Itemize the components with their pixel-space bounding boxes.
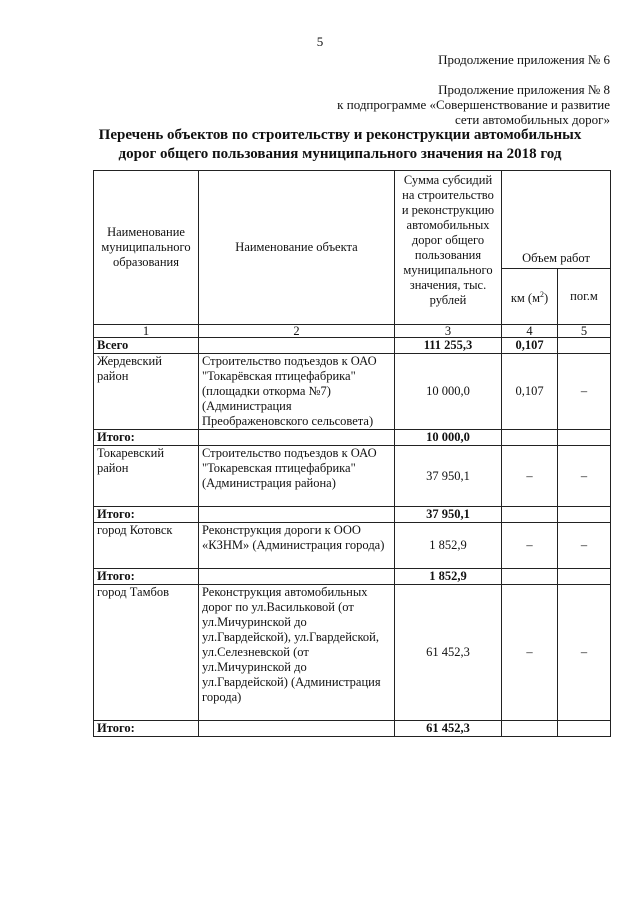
pog-cell: – bbox=[558, 523, 611, 569]
appendix-8-line2: к подпрограмме «Совершенствование и развитие bbox=[337, 97, 610, 112]
km-cell: 0,107 bbox=[502, 354, 558, 430]
title-line2: дорог общего пользования муниципального значения на 2018 год bbox=[118, 146, 562, 162]
km-cell: – bbox=[502, 446, 558, 507]
sum-cell: 61 452,3 bbox=[395, 585, 502, 721]
object-cell: Строительство подъездов к ОАО "Токаревская птицефабрика" (Администрация района) bbox=[199, 446, 395, 507]
subtotal-label: Итого: bbox=[94, 430, 199, 446]
pog-cell: – bbox=[558, 585, 611, 721]
subtotal-row bbox=[94, 569, 611, 585]
total-row bbox=[94, 338, 611, 354]
table-row bbox=[94, 446, 611, 507]
sum-cell: 37 950,1 bbox=[395, 446, 502, 507]
appendix-8-line1: Продолжение приложения № 8 bbox=[438, 82, 610, 97]
pog-cell: – bbox=[558, 354, 611, 430]
header-row bbox=[94, 171, 611, 269]
column-number: 2 bbox=[199, 325, 395, 338]
subtotal-sum: 37 950,1 bbox=[395, 507, 502, 523]
km-cell: – bbox=[502, 585, 558, 721]
document-title bbox=[60, 126, 620, 164]
header-municipality: Наименование муниципального образования bbox=[94, 171, 199, 325]
column-number: 1 bbox=[94, 325, 199, 338]
page-number: 5 bbox=[316, 34, 324, 49]
subtotal-label: Итого: bbox=[94, 507, 199, 523]
subtotal-sum: 61 452,3 bbox=[395, 721, 502, 737]
appendix-8-line3: сети автомобильных дорог» bbox=[454, 112, 610, 127]
appendix-6-note: Продолжение приложения № 6 bbox=[438, 52, 610, 67]
title-line1: Перечень объектов по строительству и реконструкции автомобильных bbox=[98, 127, 582, 143]
column-number-row bbox=[94, 325, 611, 338]
km-cell: – bbox=[502, 523, 558, 569]
total-km: 0,107 bbox=[502, 338, 558, 354]
sum-cell: 10 000,0 bbox=[395, 354, 502, 430]
total-sum: 111 255,3 bbox=[395, 338, 502, 354]
column-number: 3 bbox=[395, 325, 502, 338]
subtotal-row bbox=[94, 721, 611, 737]
subtotal-sum: 10 000,0 bbox=[395, 430, 502, 446]
sum-cell: 1 852,9 bbox=[395, 523, 502, 569]
object-cell: Реконструкция автомобильных дорог по ул.Васильковой (от ул.Мичуринской до ул.Гвардейской), ул.Гвардейской, ул.Селезневской (от ул.Мичуринской до ул.Гвардейской) (Администрация города) bbox=[199, 585, 395, 721]
pog-cell: – bbox=[558, 446, 611, 507]
subtotal-label: Итого: bbox=[94, 721, 199, 737]
header-object: Наименование объекта bbox=[199, 171, 395, 325]
appendix-8-note bbox=[337, 82, 610, 127]
subtotal-sum: 1 852,9 bbox=[395, 569, 502, 585]
municipality-cell: Токаревский район bbox=[94, 446, 199, 507]
table-row bbox=[94, 354, 611, 430]
header-km: км $(м^2)$ bbox=[502, 269, 558, 325]
total-pog bbox=[558, 338, 611, 354]
table-row bbox=[94, 523, 611, 569]
subtotal-label: Итого: bbox=[94, 569, 199, 585]
municipality-cell: Жердевский район bbox=[94, 354, 199, 430]
header-pog: пог.м bbox=[558, 269, 611, 325]
objects-table bbox=[93, 170, 611, 737]
subtotal-row bbox=[94, 507, 611, 523]
header-volume: Объем работ bbox=[502, 171, 611, 269]
object-cell: Реконструкция дороги к ООО «КЗНМ» (Администрация города) bbox=[199, 523, 395, 569]
column-number: 4 bbox=[502, 325, 558, 338]
municipality-cell: город Тамбов bbox=[94, 585, 199, 721]
table-row bbox=[94, 585, 611, 721]
header-sum: Сумма субсидий на строительство и реконструкцию автомобильных дорог общего пользования муниципального значения, тыс. рублей bbox=[395, 171, 502, 325]
object-cell: Строительство подъездов к ОАО "Токарёвская птицефабрика" (площадки откорма №7) (Администрация Преображеновского сельсовета) bbox=[199, 354, 395, 430]
subtotal-row bbox=[94, 430, 611, 446]
total-label: Всего bbox=[94, 338, 199, 354]
municipality-cell: город Котовск bbox=[94, 523, 199, 569]
column-number: 5 bbox=[558, 325, 611, 338]
